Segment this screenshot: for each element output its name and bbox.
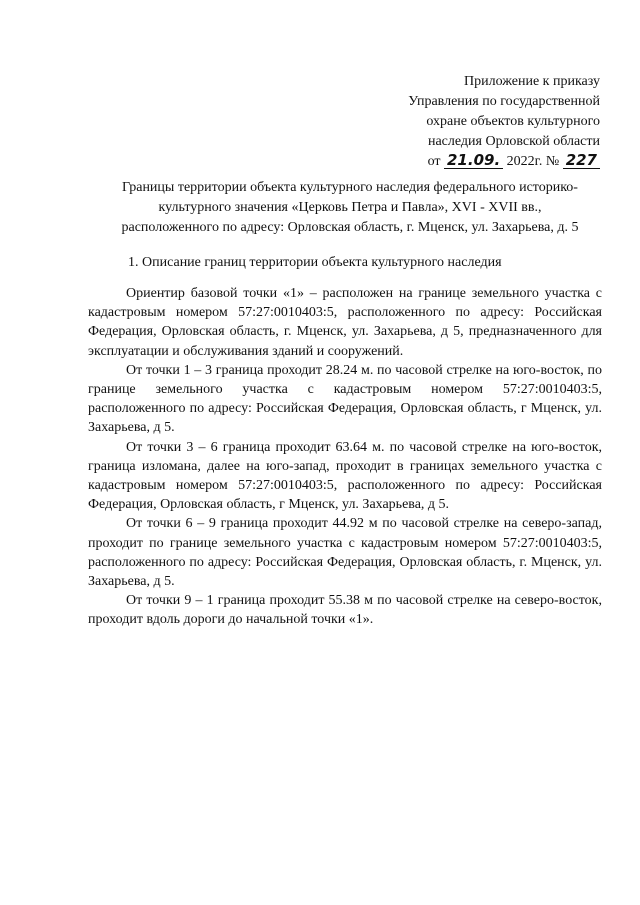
handwritten-order-number: 227 [563, 152, 600, 169]
date-year: 2022г. № [506, 154, 560, 169]
appendix-header [370, 72, 600, 172]
title-line: Границы территории объекта культурного наследия федерального историко- [122, 180, 578, 195]
title-line: расположенного по адресу: Орловская область, г. Мценск, ул. Захарьева, д. 5 [121, 220, 579, 235]
order-date-line [370, 152, 600, 172]
header-line: Приложение к приказу [464, 74, 600, 89]
handwritten-date: 21.09. [444, 152, 503, 169]
title-line: культурного значения «Церковь Петра и Павла», XVI - XVII вв., [158, 200, 542, 215]
document-title [80, 178, 620, 238]
paragraph: От точки 1 – 3 граница проходит 28.24 м. по часовой стрелке на юго-восток, по границе земельного участка с кадастровым номером 57:27:0010403:5, расположенного по адресу: Российская Федерация, Орловская область, г Мценск, ул. Захарьева, д 5. [88, 362, 602, 436]
paragraph: От точки 9 – 1 граница проходит 55.38 м по часовой стрелке на северо-восток, проходит вдоль дороги до начальной точки «1». [88, 593, 602, 628]
section-heading: 1. Описание границ территории объекта культурного наследия [128, 255, 502, 270]
date-prefix: от [427, 154, 441, 169]
paragraph: Ориентир базовой точки «1» – расположен на границе земельного участка с кадастровым номером 57:27:0010403:5, расположенного по адресу: Российская Федерация, Орловская область, г. Мценск, ул. Захарьева, д 5, предназначенного для эксплуатации и обслуживания зданий и сооружений. [88, 286, 602, 359]
document-body [88, 284, 602, 630]
paragraph: От точки 6 – 9 граница проходит 44.92 м по часовой стрелке на северо-запад, проходит по границе земельного участка с кадастровым номером 57:27:0010403:5, расположенного по адресу: Российская Федерация, Орловская область, г. Мценск, ул. Захарьева, д 5. [88, 516, 602, 590]
header-line: Управления по государственной [408, 94, 600, 109]
header-line: наследия Орловской области [427, 134, 600, 149]
paragraph: От точки 3 – 6 граница проходит 63.64 м. по часовой стрелке на юго-восток, граница изломана, далее на юго-запад, проходит в границах земельного участка с кадастровым номером 57:27:0010403:5, расположенного по адресу: Российская Федерация, Орловская область, г Мценск, ул. Захарьева, д 5. [88, 439, 602, 513]
header-line: охране объектов культурного [426, 114, 600, 129]
